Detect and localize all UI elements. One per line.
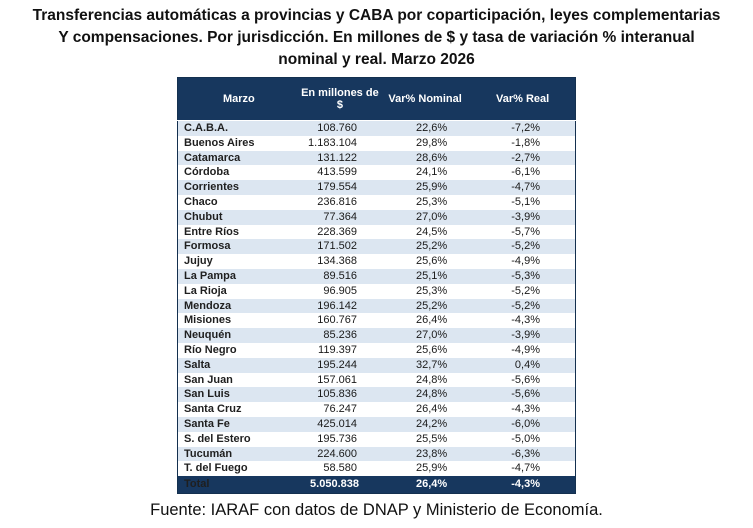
column-header-var-real: Var% Real [470,78,575,121]
amount-value: 1.183.104 [308,136,357,149]
var-nominal-value: 24,8% [416,388,448,401]
var-real-value: -1,8% [511,136,540,149]
table-row [178,299,576,314]
var-real-value: -4,3% [511,403,540,416]
var-nominal-value: 23,8% [416,447,448,460]
var-real-value: -4,7% [511,181,540,194]
amount-value: 425.014 [317,417,357,430]
amount-value: 108.760 [317,122,357,134]
amount-value: 105.836 [317,388,357,401]
var-nominal-value: 25,1% [416,269,448,282]
amount-value: 85.236 [323,329,357,342]
table-row [178,387,576,402]
var-nominal-value: 22,6% [416,122,448,134]
var-real-value: -5,3% [511,269,540,282]
table-row [178,447,576,462]
column-header-var-nominal: Var% Nominal [380,78,470,121]
jurisdiction-name: Jujuy [184,255,213,268]
var-real-value: -3,9% [511,329,540,342]
var-real-value: -4,9% [511,343,540,356]
table-row [178,328,576,343]
amount-value: 119.397 [318,343,357,356]
table-row [178,402,576,417]
table-row [178,358,576,373]
amount-value: 58.580 [323,462,357,475]
jurisdiction-name: T. del Fuego [184,462,248,475]
jurisdiction-name: Entre Ríos [184,225,240,238]
total-var-nominal: 26,4% [380,476,470,494]
jurisdiction-name: La Pampa [184,269,236,282]
table-row [178,165,576,180]
amount-value: 157.061 [317,373,357,386]
var-nominal-value: 24,5% [416,225,448,238]
table-row [178,151,576,166]
jurisdiction-name: Misiones [184,314,232,327]
var-nominal-value: 27,0% [416,210,448,223]
table-row [178,136,576,151]
title-line-1: Transferencias automáticas a provincias y CABA por coparticipación, leyes complementarias [32,7,721,24]
jurisdiction-name: Río Negro [184,343,237,356]
table-body [178,121,576,477]
jurisdiction-name: C.A.B.A. [184,122,228,134]
var-nominal-value: 25,3% [416,284,448,297]
var-nominal-value: 25,2% [416,240,448,253]
jurisdiction-name: Neuquén [184,329,232,342]
table-row [178,121,576,136]
var-real-value: -3,9% [511,210,540,223]
var-nominal-value: 24,1% [416,166,448,179]
var-nominal-value: 32,7% [416,358,448,371]
jurisdiction-name: San Juan [184,373,233,386]
amount-value: 89.516 [323,269,357,282]
amount-value: 96.905 [323,284,357,297]
jurisdiction-name: Mendoza [184,299,232,312]
var-real-value: -5,2% [511,240,540,253]
var-nominal-value: 25,6% [416,343,448,356]
var-real-value: -4,7% [511,462,540,475]
title-line-3: nominal y real. Marzo 2026 [278,51,475,68]
table-row [178,461,576,476]
var-nominal-value: 25,2% [416,299,448,312]
var-nominal-value: 25,9% [416,462,448,475]
table-row [178,432,576,447]
table-row [178,180,576,195]
var-nominal-value: 25,9% [416,181,448,194]
var-real-value: -5,2% [511,299,540,312]
var-real-value: -5,2% [511,284,540,297]
title-line-2: Y compensaciones. Por jurisdicción. En millones de $ y tasa de variación % interanual [58,29,695,46]
total-label: Total [178,476,300,494]
amount-value: 413.599 [317,166,357,179]
var-nominal-value: 28,6% [416,151,448,164]
table-row [178,239,576,254]
transfers-table [177,77,576,494]
amount-value: 171.502 [317,240,357,253]
var-real-value: -7,2% [511,122,540,134]
total-var-real: -4,3% [470,476,575,494]
var-nominal-value: 29,8% [416,136,448,149]
amount-value: 224.600 [317,447,357,460]
var-nominal-value: 26,4% [416,403,448,416]
jurisdiction-name: Santa Fe [184,417,230,430]
jurisdiction-name: Salta [184,358,211,371]
table-row [178,343,576,358]
jurisdiction-name: Chubut [184,210,223,223]
var-nominal-value: 27,0% [416,329,448,342]
amount-value: 236.816 [317,195,357,208]
jurisdiction-name: Santa Cruz [184,403,242,416]
var-real-value: -5,7% [511,225,540,238]
jurisdiction-name: Formosa [184,240,231,253]
var-nominal-value: 25,5% [416,432,448,445]
amount-value: 76.247 [323,403,357,416]
transfers-table-wrap [177,77,576,494]
var-real-value: -5,0% [511,432,540,445]
amount-value: 228.369 [317,225,357,238]
table-total-row [178,476,576,494]
var-nominal-value: 26,4% [416,314,448,327]
table-row [178,417,576,432]
var-nominal-value: 25,6% [416,255,448,268]
amount-value: 195.736 [317,432,357,445]
var-real-value: 0,4% [514,358,540,371]
jurisdiction-name: La Rioja [184,284,227,297]
column-header-marzo: Marzo [178,78,300,121]
var-real-value: -5,1% [511,195,540,208]
var-real-value: -4,9% [511,255,540,268]
jurisdiction-name: San Luis [184,388,230,401]
var-real-value: -5,6% [511,373,540,386]
amount-value: 196.142 [317,299,357,312]
var-nominal-value: 25,3% [416,195,448,208]
table-row [178,225,576,240]
var-nominal-value: 24,2% [416,417,448,430]
jurisdiction-name: S. del Estero [184,432,251,445]
table-row [178,373,576,388]
table-row [178,284,576,299]
var-nominal-value: 24,8% [416,373,448,386]
amount-value: 77.364 [323,210,357,223]
table-row [178,210,576,225]
total-amount: 5.050.838 [300,476,380,494]
jurisdiction-name: Catamarca [184,151,241,164]
table-row [178,195,576,210]
table-row [178,254,576,269]
jurisdiction-name: Chaco [184,195,218,208]
amount-value: 134.368 [317,255,357,268]
jurisdiction-name: Tucumán [184,447,233,460]
var-real-value: -6,0% [511,417,540,430]
jurisdiction-name: Corrientes [184,181,240,194]
table-header [178,78,576,121]
amount-value: 131.122 [317,151,357,164]
jurisdiction-name: Córdoba [184,166,230,179]
source-caption: Fuente: IARAF con datos de DNAP y Ministerio de Economía. [150,501,603,520]
jurisdiction-name: Buenos Aires [184,136,255,149]
amount-value: 160.767 [317,314,357,327]
amount-value: 195.244 [317,358,357,371]
column-header-millones: En millones de $ [300,78,380,121]
var-real-value: -5,6% [511,388,540,401]
var-real-value: -6,3% [511,447,540,460]
var-real-value: -6,1% [511,166,540,179]
var-real-value: -4,3% [511,314,540,327]
figure-title [0,0,753,71]
amount-value: 179.554 [317,181,357,194]
table-row [178,313,576,328]
table-row [178,269,576,284]
var-real-value: -2,7% [511,151,540,164]
